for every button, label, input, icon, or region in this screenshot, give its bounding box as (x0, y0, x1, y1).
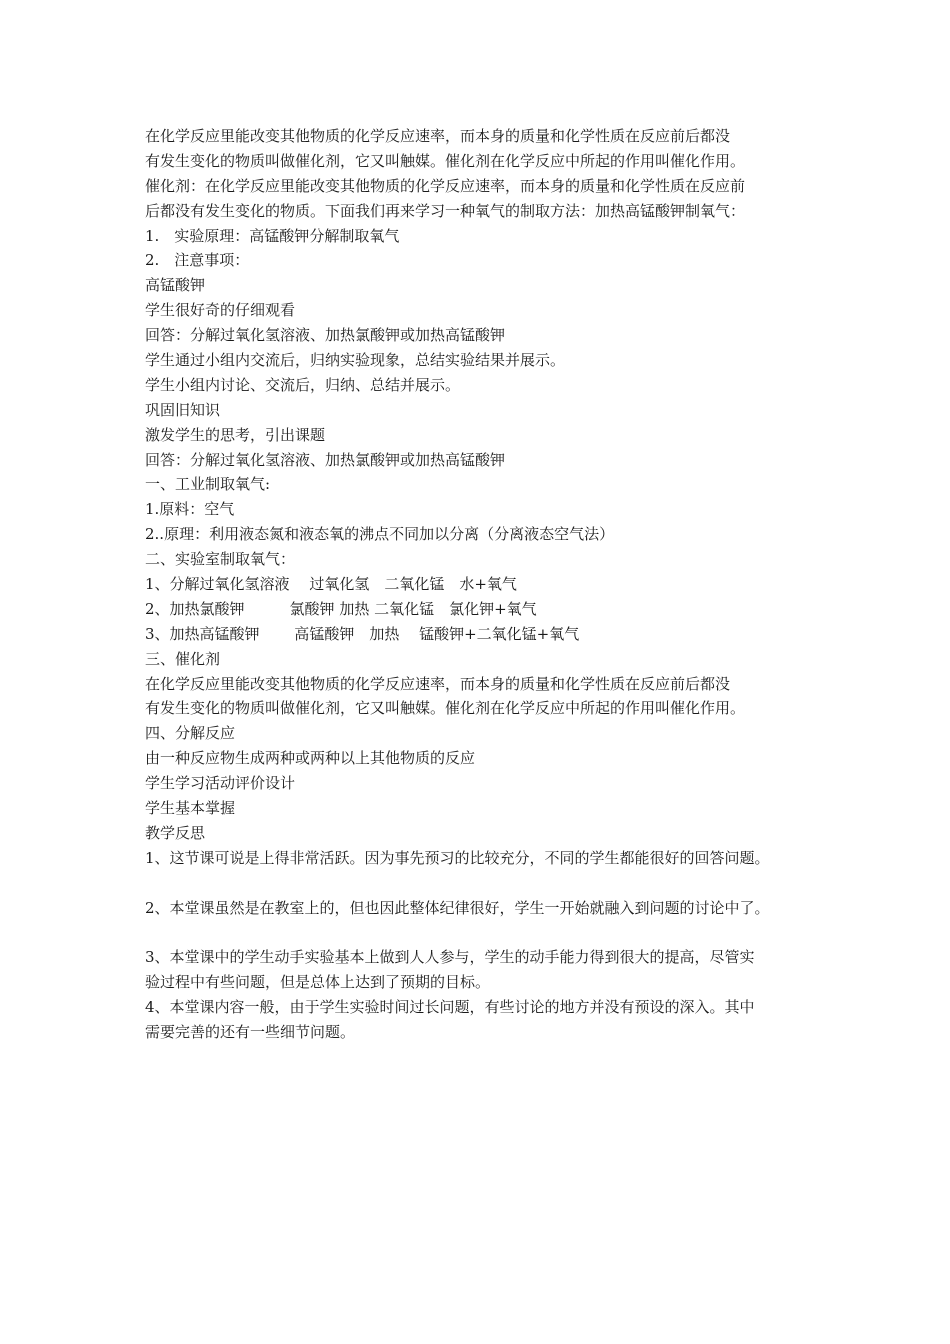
text-line: 由一种反应物生成两种或两种以上其他物质的反应 (145, 749, 476, 768)
text-line: 巩固旧知识 (145, 400, 221, 419)
reflection-line: 1、这节课可说是上得非常活跃。因为事先预习的比较充分，不同的学生都能很好的回答问题。 (145, 848, 770, 867)
reflection-line: 4、本堂课内容一般，由于学生实验时间过长问题，有些讨论的地方并没有预设的深入。其中 (145, 998, 755, 1017)
text-line: 激发学生的思考，引出课题 (145, 425, 326, 444)
list-item: 2. 注意事项： (145, 251, 250, 270)
text-line: 回答：分解过氧化氢溶液、加热氯酸钾或加热高锰酸钾 (145, 450, 506, 469)
section-heading: 三、催化剂 (145, 649, 221, 668)
list-item: 1. 实验原理：高锰酸钾分解制取氧气 (145, 226, 400, 245)
paragraph-line: 有发生变化的物质叫做催化剂，它又叫触媒。催化剂在化学反应中所起的作用叫催化作用。 (145, 151, 746, 170)
blank-line (145, 921, 825, 946)
text-line: 学生很好奇的仔细观看 (145, 301, 296, 320)
paragraph-line: 有发生变化的物质叫做催化剂，它又叫触媒。催化剂在化学反应中所起的作用叫催化作用。 (145, 699, 746, 718)
text-line: 2..原理：利用液态氮和液态氧的沸点不同加以分离（分离液态空气法） (145, 525, 615, 544)
text-line: 学生通过小组内交流后，归纳实验现象，总结实验结果并展示。 (145, 351, 566, 370)
reflection-line: 2、本堂课虽然是在教室上的，但也因此整体纪律很好，学生一开始就融入到问题的讨论中了。 (145, 898, 770, 917)
blank-line (145, 871, 825, 896)
section-heading: 一、工业制取氧气: (145, 475, 271, 494)
reaction-line: 3、加热高锰酸钾 高锰酸钾 加热 锰酸钾+二氧化锰+氧气 (145, 624, 580, 643)
text-line: 学生学习活动评价设计 (145, 774, 296, 793)
reaction-line: 2、加热氯酸钾 氯酸钾 加热 二氧化锰 氯化钾+氧气 (145, 599, 537, 618)
paragraph-line: 后都没有发生变化的物质。下面我们再来学习一种氧气的制取方法：加热高锰酸钾制氧气： (145, 201, 746, 220)
paragraph-line: 催化剂：在化学反应里能改变其他物质的化学反应速率，而本身的质量和化学性质在反应前 (145, 176, 746, 195)
reaction-line: 1、分解过氧化氢溶液 过氧化氢 二氧化锰 水+氧气 (145, 575, 517, 594)
paragraph-line: 在化学反应里能改变其他物质的化学反应速率，而本身的质量和化学性质在反应前后都没 (145, 674, 731, 693)
section-heading: 二、实验室制取氧气： (145, 550, 296, 569)
paragraph-line: 在化学反应里能改变其他物质的化学反应速率，而本身的质量和化学性质在反应前后都没 (145, 127, 731, 145)
document-body (145, 124, 825, 1045)
text-line: 1.原料：空气 (145, 500, 235, 519)
reflection-line: 验过程中有些问题，但是总体上达到了预期的目标。 (145, 973, 491, 992)
text-line: 回答：分解过氧化氢溶液、加热氯酸钾或加热高锰酸钾 (145, 326, 506, 345)
text-line: 高锰酸钾 (145, 276, 206, 295)
text-line: 学生小组内讨论、交流后，归纳、总结并展示。 (145, 375, 461, 394)
text-line: 学生基本掌握 (145, 799, 236, 818)
reflection-line: 需要完善的还有一些细节问题。 (145, 1023, 356, 1042)
reflection-line: 3、本堂课中的学生动手实验基本上做到人人参与，学生的动手能力得到很大的提高，尽管实 (145, 948, 755, 967)
section-heading: 四、分解反应 (145, 724, 236, 743)
text-line: 教学反思 (145, 823, 206, 842)
